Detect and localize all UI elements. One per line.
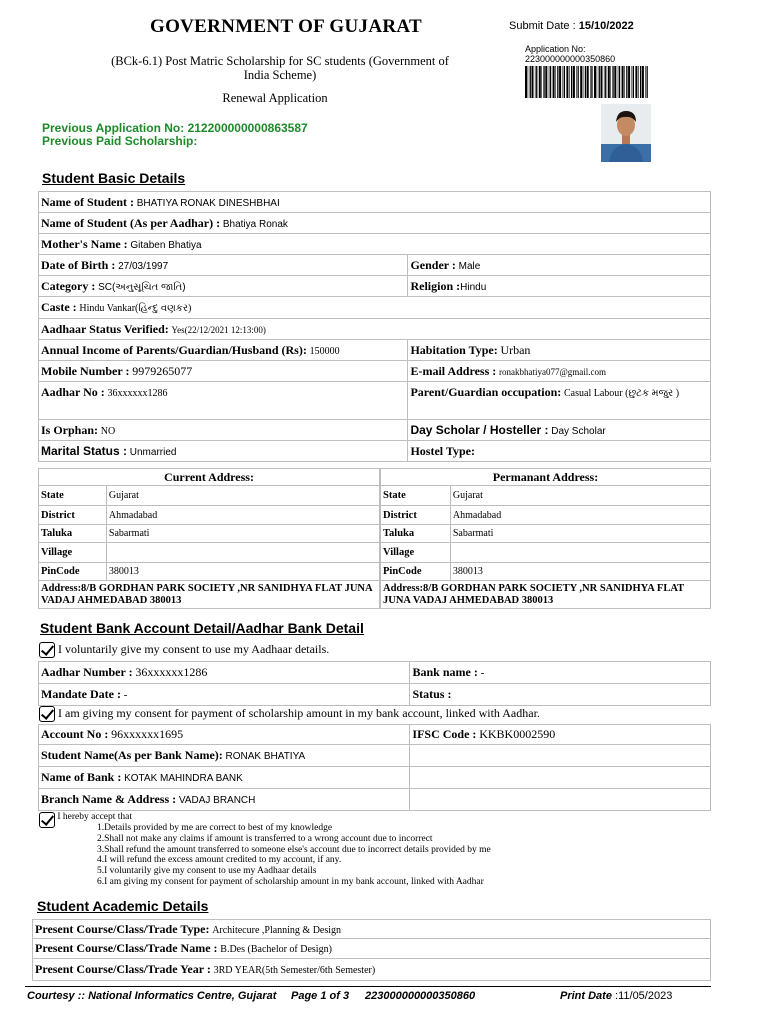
barcode-bar <box>555 66 556 98</box>
barcode-bar <box>619 66 620 98</box>
permanent-state: Gujarat <box>450 486 710 506</box>
taluka-label: Taluka <box>39 525 107 543</box>
barcode-bar <box>594 66 596 98</box>
bank-student-name-label: Student Name(As per Bank Name): <box>41 748 223 762</box>
name-of-bank-label: Name of Bank : <box>41 770 122 784</box>
application-type: Renewal Application <box>222 91 328 105</box>
hostel-type-label: Hostel Type: <box>410 443 476 458</box>
barcode-bar <box>647 66 648 98</box>
occupation-label: Parent/Guardian occupation: <box>410 385 562 399</box>
aadhar-name-label: Name of Student (As per Aadhar) : <box>41 215 221 230</box>
religion-value: Hindu <box>460 281 487 293</box>
course-type-label: Present Course/Class/Trade Type: <box>35 921 210 936</box>
habitation-value: Urban <box>500 342 531 357</box>
barcode-bar <box>578 66 579 98</box>
category-value: SC(અનુસૂચિત જાતિ) <box>98 281 186 293</box>
habitation-label: Habitation Type: <box>410 342 498 357</box>
footer-print-date <box>560 990 672 1002</box>
bank-name-label: Bank name : <box>412 665 478 679</box>
section-basic-details: Student Basic Details <box>42 170 186 186</box>
current-full-address: Address:8/B GORDHAN PARK SOCIETY ,NR SANIDHYA FLAT JUNA VADAJ AHMEDABAD 380013 <box>39 581 380 609</box>
dob-label: Date of Birth : <box>41 257 116 272</box>
document-title: GOVERNMENT OF GUJARAT <box>150 16 422 37</box>
course-name-label: Present Course/Class/Trade Name : <box>35 941 218 955</box>
section-academic-details: Student Academic Details <box>37 898 209 914</box>
village-label: Village <box>381 543 451 563</box>
district-label: District <box>381 506 451 525</box>
mobile-value: 9979265077 <box>132 363 193 378</box>
barcode-bar <box>573 66 575 98</box>
barcode-bar <box>591 66 592 98</box>
email-value: ronakbhatiya077@gmail.com <box>499 366 607 377</box>
dob-value: 27/03/1997 <box>118 260 169 272</box>
barcode-bar <box>536 66 537 98</box>
barcode-bar <box>612 66 613 98</box>
print-date-label: Print Date <box>560 990 612 1002</box>
village-label: Village <box>39 543 107 563</box>
barcode-bar <box>587 66 589 98</box>
academic-table <box>32 919 711 981</box>
barcode-bar <box>604 66 605 98</box>
barcode-bar <box>545 66 547 98</box>
footer-application-no: 223000000000350860 <box>365 990 476 1002</box>
barcode-bar <box>528 66 529 98</box>
marital-label: Marital Status : <box>41 444 128 458</box>
payment-consent-row <box>39 706 540 722</box>
permanent-village <box>450 543 710 563</box>
barcode-bar <box>626 66 627 98</box>
aadhar-number-value: 36xxxxxx1286 <box>135 665 208 679</box>
account-label: Account No : <box>41 727 109 741</box>
permanent-taluka: Sabarmati <box>450 525 710 543</box>
course-name-value: B.Des (Bachelor of Design) <box>220 944 332 955</box>
permanent-full-address: Address:8/B GORDHAN PARK SOCIETY ,NR SANIDHYA FLAT JUNA VADAJ AHMEDABAD 380013 <box>381 581 711 609</box>
aadhar-no-value: 36xxxxxx1286 <box>107 388 168 399</box>
branch-value: VADAJ BRANCH <box>178 795 256 806</box>
state-label: State <box>39 486 107 506</box>
barcode-bar <box>601 66 603 98</box>
payment-consent-checkbox[interactable] <box>39 706 55 722</box>
barcode-bar <box>640 66 641 98</box>
barcode-bar <box>530 66 531 98</box>
barcode-bar <box>599 66 600 98</box>
barcode-bar <box>576 66 577 98</box>
submit-date <box>509 20 634 32</box>
mother-name: Gitaben Bhatiya <box>130 239 202 251</box>
footer-page-number: Page 1 of 3 <box>291 990 350 1002</box>
previous-application-no: Previous Application No: 212200000000863587 <box>42 121 308 135</box>
barcode-bar <box>583 66 584 98</box>
pincode-label: PinCode <box>39 563 107 581</box>
footer-divider <box>25 986 711 987</box>
declaration-item: 5.I voluntarily give my consent to use my Aadhaar details <box>97 866 317 877</box>
status-label: Status : <box>412 687 452 701</box>
pincode-label: PinCode <box>381 563 451 581</box>
course-type-value: Architecure ,Planning & Design <box>212 924 342 936</box>
barcode-bar <box>635 66 637 98</box>
aadhaar-consent-checkbox[interactable] <box>39 642 55 658</box>
barcode-bar <box>532 66 534 98</box>
bank-student-name: RONAK BHATIYA <box>225 751 306 762</box>
student-name: BHATIYA RONAK DINESHBHAI <box>136 197 280 209</box>
barcode-bar <box>645 66 646 98</box>
barcode-bar <box>585 66 586 98</box>
footer-courtesy: Courtesy :: National Informatics Centre, Gujarat <box>27 990 277 1002</box>
barcode-bar <box>618 66 619 98</box>
mandate-label: Mandate Date : <box>41 687 121 701</box>
barcode-bar <box>525 66 527 98</box>
caste-label: Caste : <box>41 300 77 314</box>
current-pincode: 380013 <box>106 563 379 581</box>
barcode-image <box>525 66 650 98</box>
aadhar-name: Bhatiya Ronak <box>222 218 288 230</box>
current-taluka: Sabarmati <box>106 525 379 543</box>
day-scholar-value: Day Scholar <box>551 426 606 437</box>
declaration-item: 1.Details provided by me are correct to best of my knowledge <box>97 823 333 833</box>
barcode-bar <box>638 66 639 98</box>
branch-label: Branch Name & Address : <box>41 792 177 806</box>
application-no-label: Application No: <box>525 44 586 54</box>
declaration-item: 4.I will refund the excess amount credited to my account, if any. <box>97 855 342 866</box>
aadhaar-consent-row <box>39 642 329 658</box>
barcode-bar <box>550 66 551 98</box>
barcode-bar <box>610 66 611 98</box>
permanent-address-heading: Permanant Address: <box>381 469 711 486</box>
print-date-value: :11/05/2023 <box>615 990 673 1002</box>
declaration-checkbox[interactable] <box>39 812 55 828</box>
barcode-bar <box>633 66 634 98</box>
aadhaar-status-value: Yes(22/12/2021 12:13:00) <box>171 324 266 335</box>
application-no-value: 223000000000350860 <box>525 54 616 64</box>
current-district: Ahmadabad <box>106 506 379 525</box>
barcode-bar <box>605 66 606 98</box>
email-label: E-mail Address : <box>410 363 497 378</box>
barcode-bar <box>563 66 564 98</box>
barcode-bar <box>628 66 630 98</box>
name-of-bank-value: KOTAK MAHINDRA BANK <box>124 773 243 784</box>
barcode-bar <box>566 66 568 98</box>
previous-paid-scholarship: Previous Paid Scholarship: <box>42 134 198 148</box>
income-label: Annual Income of Parents/Guardian/Husband (Rs): <box>41 342 307 357</box>
declaration-item: 2.Shall not make any claims if amount is transferred to a wrong account due to incorrect <box>97 833 433 844</box>
district-label: District <box>39 506 107 525</box>
state-label: State <box>381 486 451 506</box>
barcode-bar <box>535 66 536 98</box>
ifsc-value: KKBK0002590 <box>479 727 556 741</box>
mobile-label: Mobile Number : <box>41 363 130 378</box>
section-bank-details: Student Bank Account Detail/Aadhar Bank Detail <box>40 620 364 636</box>
aadhar-no-label: Aadhar No : <box>41 385 105 399</box>
gender-value: Male <box>458 260 481 272</box>
course-year-label: Present Course/Class/Trade Year : <box>35 962 211 976</box>
income-value: 150000 <box>309 345 340 357</box>
current-state: Gujarat <box>106 486 379 506</box>
current-address-heading: Current Address: <box>39 469 380 486</box>
barcode-bar <box>597 66 598 98</box>
barcode-bar <box>569 66 570 98</box>
barcode-bar <box>557 66 558 98</box>
barcode-bar <box>543 66 544 98</box>
barcode-bar <box>590 66 591 98</box>
permanent-district: Ahmadabad <box>450 506 710 525</box>
orphan-value: NO <box>100 425 116 437</box>
submit-date-label: Submit Date : <box>509 20 576 32</box>
current-address-table <box>38 468 380 609</box>
declaration-item: 6.I am giving my consent for payment of scholarship amount in my bank account, linked with Aadhar <box>97 876 484 887</box>
caste-value: Hindu Vankar(હિન્દુ વણકર) <box>79 303 192 314</box>
category-label: Category : <box>41 278 96 293</box>
application-number <box>525 44 615 64</box>
bank-name-value: - <box>480 667 485 679</box>
ifsc-label: IFSC Code : <box>412 727 477 741</box>
course-year-value: 3RD YEAR(5th Semester/6th Semester) <box>213 965 376 976</box>
barcode-bar <box>580 66 582 98</box>
barcode-bar <box>553 66 555 98</box>
barcode-bar <box>539 66 541 98</box>
barcode-bar <box>642 66 644 98</box>
occupation-value: Casual Labour (છુટક મજુર ) <box>564 388 680 399</box>
bank-account-table <box>38 724 711 811</box>
name-label: Name of Student : <box>41 194 134 209</box>
barcode-bar <box>559 66 561 98</box>
barcode-bar <box>549 66 550 98</box>
aadhaar-consent-text: I voluntarily give my consent to use my Aadhaar details. <box>58 642 330 656</box>
religion-label: Religion : <box>410 278 461 293</box>
permanent-address-table <box>380 468 711 609</box>
student-photo <box>601 104 651 162</box>
current-village <box>106 543 379 563</box>
taluka-label: Taluka <box>381 525 451 543</box>
declaration-item: 3.Shall refund the amount transferred to someone else's account due to incorrect details provided by me <box>97 844 491 855</box>
orphan-label: Is Orphan: <box>41 422 99 437</box>
barcode-bar <box>624 66 625 98</box>
declaration-list <box>97 823 491 888</box>
day-scholar-label: Day Scholar / Hosteller : <box>410 423 549 437</box>
barcode-bar <box>564 66 565 98</box>
scheme-subtitle: (BCk-6.1) Post Matric Scholarship for SC students (Government of India Scheme) <box>111 54 449 82</box>
aadhar-number-label: Aadhar Number : <box>41 665 133 679</box>
barcode-bar <box>608 66 610 98</box>
submit-date-value: 15/10/2022 <box>578 20 634 32</box>
barcode-bar <box>571 66 572 98</box>
mandate-value: - <box>123 689 128 701</box>
marital-value: Unmarried <box>129 447 177 458</box>
mother-label: Mother's Name : <box>41 236 128 251</box>
permanent-pincode: 380013 <box>450 563 710 581</box>
basic-details-table <box>38 191 711 462</box>
declaration-accept-text: I hereby accept that <box>57 812 133 822</box>
barcode-bar <box>622 66 624 98</box>
bank-aadhar-table <box>38 661 711 706</box>
account-value: 96xxxxxx1695 <box>111 727 184 741</box>
barcode-bar <box>541 66 542 98</box>
aadhaar-status-label: Aadhaar Status Verified: <box>41 321 169 336</box>
payment-consent-text: I am giving my consent for payment of scholarship amount in my bank account, linked with Aadhar. <box>58 706 540 720</box>
gender-label: Gender : <box>410 257 456 272</box>
barcode-bar <box>614 66 616 98</box>
barcode-bar <box>632 66 633 98</box>
